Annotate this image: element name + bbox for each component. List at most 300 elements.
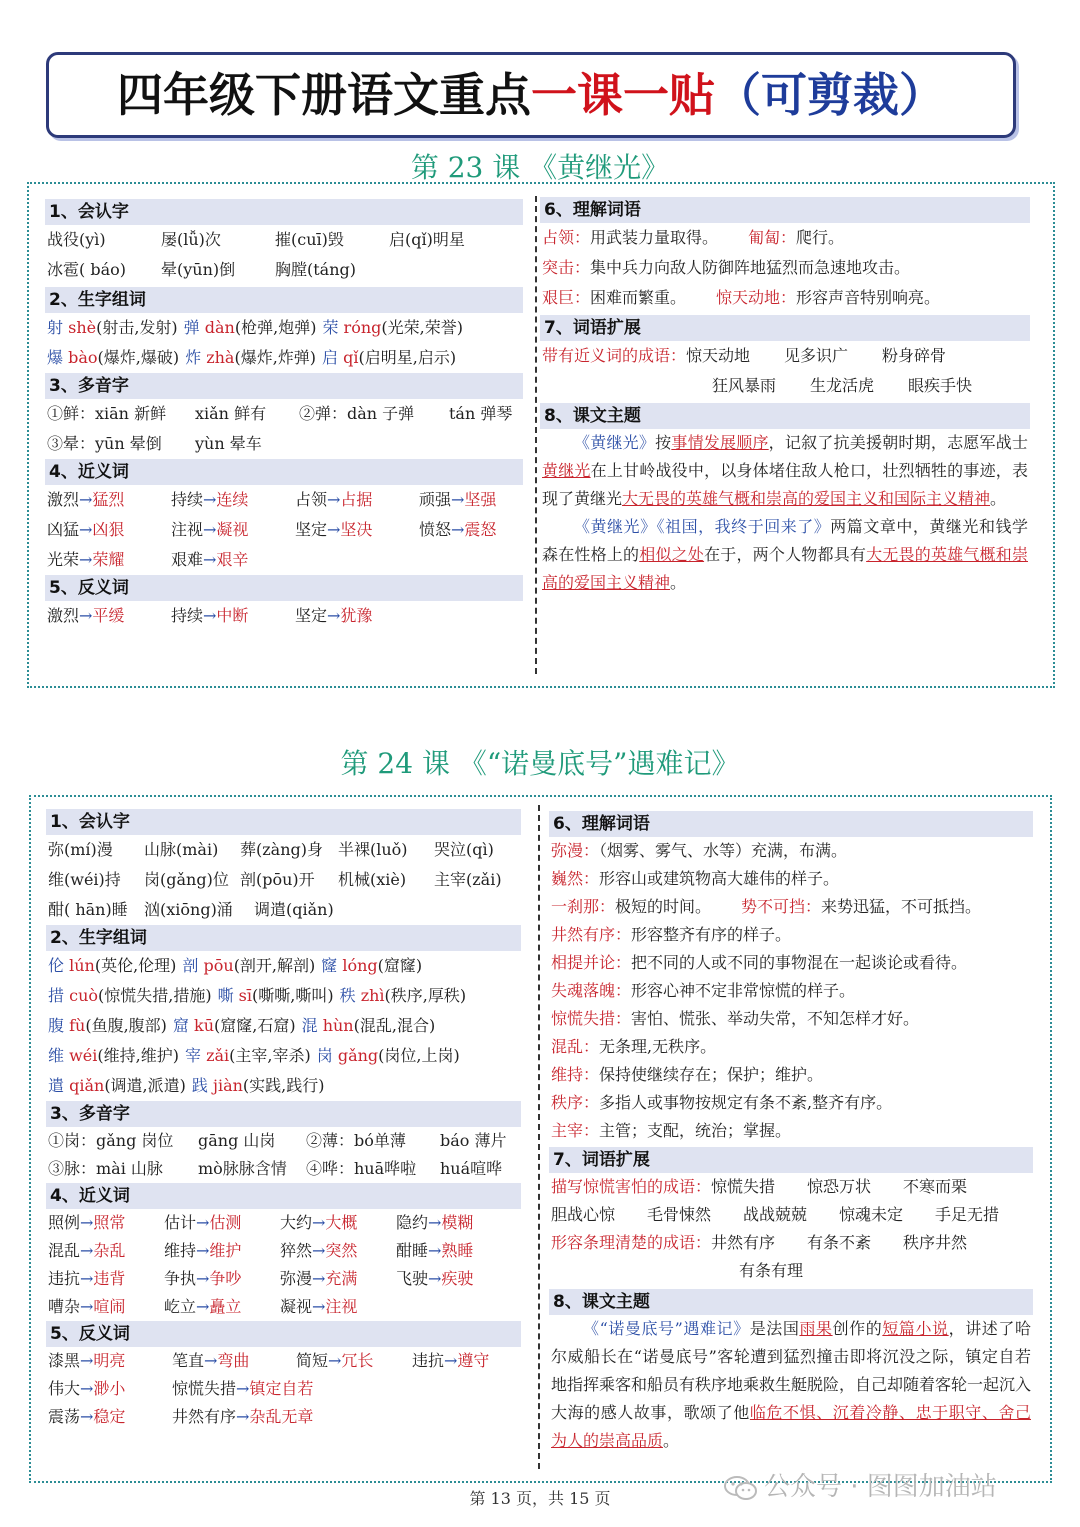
word-pair bbox=[396, 1237, 512, 1265]
definition-row bbox=[549, 1089, 1033, 1117]
pinyin: lóng bbox=[337, 956, 378, 975]
word-pair bbox=[280, 1265, 396, 1293]
text-cell: 汹(xiōng)涌 bbox=[144, 900, 233, 919]
idiom-row bbox=[540, 341, 1030, 371]
definition bbox=[542, 228, 718, 247]
pinyin: dàn bbox=[199, 318, 235, 337]
word-pair-row bbox=[46, 1293, 521, 1321]
words: (混乱,混合) bbox=[353, 1016, 436, 1035]
word-left: 猝然 bbox=[280, 1241, 313, 1260]
definition bbox=[542, 258, 910, 277]
idiom-row bbox=[549, 1201, 1033, 1229]
idiom: 生龙活虎 bbox=[810, 376, 875, 395]
word-left: 凝视 bbox=[280, 1297, 313, 1316]
page-number: 第 13 页，共 15 页 bbox=[469, 1489, 611, 1508]
words: (英伦,伦理) bbox=[94, 956, 177, 975]
idiom: 秩序井然 bbox=[903, 1233, 968, 1252]
char: 窿 bbox=[321, 956, 338, 975]
word-left: 持续 bbox=[171, 606, 204, 625]
meaning: 保持使继续存在；保护；维护。 bbox=[599, 1065, 824, 1084]
lesson-23-left-column bbox=[45, 199, 523, 631]
word-pair bbox=[48, 1265, 164, 1293]
text-row bbox=[45, 225, 523, 255]
word-right: 违背 bbox=[93, 1269, 126, 1288]
word-right: 镇定自若 bbox=[249, 1379, 314, 1398]
char-group bbox=[185, 1046, 311, 1065]
arrow-icon: → bbox=[236, 1407, 250, 1426]
word-left: 简短 bbox=[296, 1351, 329, 1370]
idiom: 手足无措 bbox=[935, 1205, 1000, 1224]
word-right: 突然 bbox=[325, 1241, 358, 1260]
title-main: 四年级下册语文重点 bbox=[117, 68, 531, 122]
definition bbox=[551, 1093, 892, 1112]
text-cell: ①岗：gǎng 岗位 bbox=[48, 1131, 174, 1150]
text-cell: 冰雹( báo) bbox=[47, 260, 126, 279]
theme-text: 大无畏的英雄气概和崇高的爱国主义精神 bbox=[542, 545, 1028, 592]
arrow-icon: → bbox=[80, 1213, 94, 1232]
page-title bbox=[46, 52, 1016, 138]
word-right: 凶狠 bbox=[92, 520, 125, 539]
word-pair bbox=[396, 1209, 512, 1237]
definition-row bbox=[549, 1061, 1033, 1089]
arrow-icon: → bbox=[80, 1379, 94, 1398]
word-pair bbox=[48, 1375, 172, 1403]
theme-text: 两篇文章中，黄继光和钱学森在性格上的 bbox=[542, 517, 1028, 564]
word-left: 隐约 bbox=[396, 1213, 429, 1232]
idiom: 惊恐万状 bbox=[807, 1177, 872, 1196]
word-left: 光荣 bbox=[47, 550, 80, 569]
text-cell: 启(qǐ)明星 bbox=[389, 230, 465, 249]
arrow-icon: → bbox=[451, 490, 465, 509]
word-right: 模糊 bbox=[441, 1213, 474, 1232]
text-row bbox=[45, 255, 523, 285]
watermark-text: 公众号 · 图图加油站 bbox=[764, 1472, 997, 1502]
section-heading: 8、课文主题 bbox=[549, 1289, 1033, 1315]
word-pair-row bbox=[46, 1375, 521, 1403]
word-right: 坚决 bbox=[340, 520, 373, 539]
char: 弹 bbox=[183, 318, 200, 337]
lesson-24-left-column bbox=[46, 809, 521, 1431]
lesson-23-right-column bbox=[540, 197, 1030, 597]
text-cell: 屡(lǚ)次 bbox=[161, 230, 221, 249]
theme-paragraph bbox=[549, 1315, 1033, 1455]
word-pair bbox=[296, 1347, 412, 1375]
text-cell: ④哗：huā哗啦 bbox=[306, 1159, 417, 1178]
text-cell: 调遣(qiǎn) bbox=[254, 900, 334, 919]
section-heading: 1、会认字 bbox=[46, 809, 521, 835]
word-right: 熟睡 bbox=[441, 1241, 474, 1260]
word-right: 注视 bbox=[325, 1297, 358, 1316]
lesson-24-title: 第 24 课 《“诺曼底号”遇难记》 bbox=[340, 747, 740, 780]
arrow-icon: → bbox=[196, 1241, 210, 1260]
word-left: 伟大 bbox=[48, 1379, 81, 1398]
word-pair-row bbox=[46, 1403, 521, 1431]
text-cell: yùn 晕车 bbox=[195, 434, 262, 453]
word-right: 维护 bbox=[209, 1241, 242, 1260]
char-group bbox=[48, 956, 176, 975]
word-pair bbox=[419, 515, 529, 545]
section-heading: 7、词语扩展 bbox=[540, 315, 1030, 341]
text-row bbox=[46, 1155, 521, 1183]
pinyin: qǐ bbox=[338, 348, 359, 367]
word-left: 愤怒 bbox=[419, 520, 452, 539]
words: (维持,维护) bbox=[97, 1046, 179, 1065]
word-left: 混乱 bbox=[48, 1241, 81, 1260]
arrow-icon: → bbox=[80, 1407, 94, 1426]
section-heading: 6、理解词语 bbox=[540, 197, 1030, 223]
char-group bbox=[192, 1076, 325, 1095]
words: (剖开,解剖) bbox=[233, 956, 316, 975]
lesson-24-divider bbox=[538, 805, 540, 1469]
pinyin: jiàn bbox=[207, 1076, 243, 1095]
term: 一刹那： bbox=[551, 897, 616, 916]
words: (窟窿) bbox=[377, 956, 423, 975]
section-heading: 6、理解词语 bbox=[549, 811, 1033, 837]
section-heading: 2、生字组词 bbox=[45, 287, 523, 313]
definition bbox=[551, 1121, 791, 1140]
arrow-icon: → bbox=[312, 1241, 326, 1260]
pinyin: lún bbox=[64, 956, 95, 975]
idiom: 不寒而栗 bbox=[903, 1177, 968, 1196]
word-pair bbox=[48, 1347, 172, 1375]
word-right: 明亮 bbox=[93, 1351, 126, 1370]
word-left: 凶猛 bbox=[47, 520, 80, 539]
word-pair-row bbox=[46, 1209, 521, 1237]
title-note: （可剪裁） bbox=[715, 68, 945, 122]
text-cell: huá喧哗 bbox=[440, 1159, 503, 1178]
arrow-icon: → bbox=[451, 520, 465, 539]
term: 维持： bbox=[551, 1065, 600, 1084]
theme-text: 。 bbox=[670, 573, 687, 592]
theme-text: 。 bbox=[990, 489, 1007, 508]
char-group bbox=[48, 1076, 186, 1095]
word-left: 激烈 bbox=[47, 606, 80, 625]
word-right: 艰辛 bbox=[216, 550, 249, 569]
arrow-icon: → bbox=[79, 550, 93, 569]
wechat-icon bbox=[724, 1475, 758, 1501]
char: 嘶 bbox=[217, 986, 234, 1005]
idiom-row bbox=[540, 371, 1030, 401]
definition-row bbox=[540, 253, 1030, 283]
definition bbox=[741, 897, 981, 916]
word-right: 充满 bbox=[325, 1269, 358, 1288]
pinyin: qiǎn bbox=[64, 1076, 105, 1095]
definition bbox=[551, 1037, 716, 1056]
section-heading: 3、多音字 bbox=[45, 373, 523, 399]
definition-row bbox=[549, 893, 1033, 921]
definition-row bbox=[549, 837, 1033, 865]
text-cell: 葬(zàng)身 bbox=[240, 840, 324, 859]
word-right: 疾驶 bbox=[441, 1269, 474, 1288]
word-left: 照例 bbox=[48, 1213, 81, 1232]
word-left: 注视 bbox=[171, 520, 204, 539]
pinyin: cuò bbox=[64, 986, 98, 1005]
word-pair bbox=[295, 515, 419, 545]
char-group-row bbox=[46, 1071, 521, 1101]
meaning: 多指人或事物按规定有条不紊,整齐有序。 bbox=[599, 1093, 893, 1112]
word-pair-row bbox=[45, 545, 523, 575]
idiom: 惊魂未定 bbox=[839, 1205, 904, 1224]
pinyin: hùn bbox=[317, 1016, 354, 1035]
word-left: 飞驶 bbox=[396, 1269, 429, 1288]
meaning: 害怕、慌张、举动失常，不知怎样才好。 bbox=[631, 1009, 920, 1028]
char-group-row bbox=[45, 313, 523, 343]
word-right: 冗长 bbox=[341, 1351, 374, 1370]
definition-row bbox=[549, 1033, 1033, 1061]
pinyin: bào bbox=[63, 348, 98, 367]
word-pair bbox=[164, 1265, 280, 1293]
word-right: 喧闹 bbox=[93, 1297, 126, 1316]
term: 占领： bbox=[542, 228, 591, 247]
theme-text: 临危不惧、沉着冷静、忠于职守、舍己为人的崇高品质 bbox=[551, 1403, 1031, 1450]
word-right: 中断 bbox=[216, 606, 249, 625]
char: 启 bbox=[322, 348, 339, 367]
word-right: 照常 bbox=[93, 1213, 126, 1232]
word-left: 坚定 bbox=[295, 520, 328, 539]
word-left: 激烈 bbox=[47, 490, 80, 509]
arrow-icon: → bbox=[312, 1269, 326, 1288]
word-right: 渺小 bbox=[93, 1379, 126, 1398]
term: 巍然： bbox=[551, 869, 600, 888]
theme-text: ，讲述了哈尔威船长在“诺曼底号”客轮遭到猛烈撞击即将沉没之际，镇定自若地指挥乘客和船员有秩序地乘救生艇脱险，自己却随着客轮一起沉入大海的感人故事，歌颂了他 bbox=[551, 1319, 1032, 1422]
word-left: 坚定 bbox=[295, 606, 328, 625]
char: 窟 bbox=[172, 1016, 189, 1035]
pinyin: pōu bbox=[198, 956, 234, 975]
definition bbox=[551, 1065, 823, 1084]
text-cell: gāng 山岗 bbox=[198, 1131, 276, 1150]
text-cell: xiǎn 鲜有 bbox=[195, 404, 267, 423]
word-left: 违抗 bbox=[48, 1269, 81, 1288]
word-pair bbox=[164, 1237, 280, 1265]
char-group bbox=[218, 986, 334, 1005]
text-cell: ③脉：mài 山脉 bbox=[48, 1159, 163, 1178]
word-pair bbox=[171, 545, 295, 575]
pinyin: zǎi bbox=[200, 1046, 230, 1065]
theme-text: ，记叙了抗美援朝时期，志愿军战士 bbox=[768, 433, 1028, 452]
word-left: 艰难 bbox=[171, 550, 204, 569]
word-right: 争吵 bbox=[209, 1269, 242, 1288]
lesson-23-title: 第 23 课 《黄继光》 bbox=[410, 151, 670, 184]
word-left: 持续 bbox=[171, 490, 204, 509]
word-pair bbox=[280, 1209, 396, 1237]
char: 爆 bbox=[47, 348, 64, 367]
idiom: 惊天动地 bbox=[686, 346, 751, 365]
char: 腹 bbox=[48, 1016, 65, 1035]
theme-text: 事情发展顺序 bbox=[671, 433, 769, 452]
char-group bbox=[302, 1016, 436, 1035]
word-right: 占据 bbox=[340, 490, 373, 509]
text-cell: mò脉脉含情 bbox=[198, 1159, 287, 1178]
text-cell: 晕(yūn)倒 bbox=[161, 260, 236, 279]
word-pair-row bbox=[45, 485, 523, 515]
char: 伦 bbox=[48, 956, 65, 975]
text-row bbox=[46, 895, 521, 925]
char-group-row bbox=[46, 951, 521, 981]
arrow-icon: → bbox=[428, 1269, 442, 1288]
idiom: 有条有理 bbox=[739, 1261, 804, 1280]
char-group bbox=[47, 318, 178, 337]
word-pair bbox=[295, 485, 419, 515]
arrow-icon: → bbox=[79, 490, 93, 509]
text-cell: 维(wéi)持 bbox=[48, 870, 121, 889]
text-cell: 胸膛(táng) bbox=[275, 260, 357, 279]
definition bbox=[551, 1009, 919, 1028]
theme-paragraph bbox=[540, 429, 1030, 513]
text-row bbox=[45, 429, 523, 459]
word-pair bbox=[171, 601, 295, 631]
char: 宰 bbox=[184, 1046, 201, 1065]
idiom: 战战兢兢 bbox=[743, 1205, 808, 1224]
lesson-24-right-column bbox=[549, 811, 1033, 1455]
arrow-icon: → bbox=[444, 1351, 458, 1370]
meaning: 极短的时间。 bbox=[615, 897, 712, 916]
text-cell: tán 弹琴 bbox=[449, 404, 513, 423]
term: 匍匐： bbox=[748, 228, 797, 247]
idiom-row bbox=[549, 1257, 1033, 1285]
idiom: 眼疾手快 bbox=[908, 376, 973, 395]
char-group-row bbox=[46, 1011, 521, 1041]
text-cell: 战役(yì) bbox=[47, 230, 106, 249]
idiom-row bbox=[549, 1229, 1033, 1257]
idiom-label: 描写惊慌害怕的成语： bbox=[551, 1177, 712, 1196]
word-pair bbox=[172, 1375, 314, 1403]
pinyin: sī bbox=[233, 986, 253, 1005]
text-cell: 酣( hān)睡 bbox=[48, 900, 128, 919]
word-pair bbox=[171, 485, 295, 515]
definition-row bbox=[549, 1117, 1033, 1145]
definition bbox=[716, 288, 940, 307]
word-pair-row bbox=[46, 1265, 521, 1293]
char-group bbox=[184, 318, 317, 337]
pinyin: kū bbox=[188, 1016, 215, 1035]
arrow-icon: → bbox=[327, 520, 341, 539]
char-group bbox=[322, 348, 456, 367]
word-pair-row bbox=[45, 515, 523, 545]
theme-text: 在于，两个人物都具有 bbox=[704, 545, 867, 564]
char-group-row bbox=[46, 1041, 521, 1071]
words: (鱼腹,腹部) bbox=[85, 1016, 167, 1035]
words: (启明星,启示) bbox=[358, 348, 457, 367]
word-right: 犹豫 bbox=[340, 606, 373, 625]
text-cell: ③晕：yūn 晕倒 bbox=[47, 434, 162, 453]
char: 遣 bbox=[48, 1076, 65, 1095]
idiom: 惊慌失措 bbox=[711, 1177, 776, 1196]
idiom: 毛骨悚然 bbox=[647, 1205, 712, 1224]
section-heading: 1、会认字 bbox=[45, 199, 523, 225]
meaning: 困难而繁重。 bbox=[590, 288, 687, 307]
char-group bbox=[48, 1046, 179, 1065]
char-group bbox=[321, 956, 422, 975]
word-right: 坚强 bbox=[464, 490, 497, 509]
meaning: 把不同的人或不同的事物混在一起谈论或看待。 bbox=[631, 953, 968, 972]
term: 突击： bbox=[542, 258, 591, 277]
term: 势不可挡： bbox=[741, 897, 822, 916]
pinyin: fù bbox=[64, 1016, 86, 1035]
theme-text: 黄继光 bbox=[542, 461, 591, 480]
theme-text: 相似之处 bbox=[639, 545, 705, 564]
term: 惊天动地： bbox=[716, 288, 797, 307]
word-left: 笔直 bbox=[172, 1351, 205, 1370]
word-pair bbox=[47, 485, 171, 515]
word-pair bbox=[164, 1209, 280, 1237]
meaning: 无条理,无秩序。 bbox=[599, 1037, 717, 1056]
char-group-row bbox=[45, 343, 523, 373]
term: 主宰： bbox=[551, 1121, 600, 1140]
text-cell: 半裸(luǒ) bbox=[338, 840, 408, 859]
arrow-icon: → bbox=[328, 1351, 342, 1370]
word-right: 凝视 bbox=[216, 520, 249, 539]
arrow-icon: → bbox=[203, 550, 217, 569]
word-pair bbox=[396, 1265, 512, 1293]
words: (窟窿,石窟) bbox=[214, 1016, 296, 1035]
meaning: 形容声音特别响亮。 bbox=[796, 288, 941, 307]
word-right: 平缓 bbox=[92, 606, 125, 625]
char: 炸 bbox=[185, 348, 202, 367]
words: (调遣,派遣) bbox=[104, 1076, 186, 1095]
word-left: 酣睡 bbox=[396, 1241, 429, 1260]
idiom-row bbox=[549, 1173, 1033, 1201]
word-pair bbox=[280, 1237, 396, 1265]
word-right: 震怒 bbox=[464, 520, 497, 539]
word-right: 杂乱无章 bbox=[249, 1407, 314, 1426]
words: (枪弹,炮弹) bbox=[234, 318, 317, 337]
definition-row bbox=[549, 1005, 1033, 1033]
text-cell: báo 薄片 bbox=[440, 1131, 507, 1150]
theme-paragraph bbox=[540, 513, 1030, 597]
words: (光荣,荣誉) bbox=[381, 318, 463, 337]
arrow-icon: → bbox=[428, 1213, 442, 1232]
text-row bbox=[46, 865, 521, 895]
word-pair bbox=[48, 1403, 172, 1431]
char: 射 bbox=[47, 318, 64, 337]
word-right: 杂乱 bbox=[93, 1241, 126, 1260]
term: 惊慌失措： bbox=[551, 1009, 632, 1028]
text-row bbox=[45, 399, 523, 429]
char-group-row bbox=[46, 981, 521, 1011]
arrow-icon: → bbox=[79, 606, 93, 625]
idiom-label: 带有近义词的成语： bbox=[542, 346, 687, 365]
definition-row bbox=[549, 977, 1033, 1005]
word-pair-row bbox=[46, 1237, 521, 1265]
words: (岗位,上岗) bbox=[378, 1046, 460, 1065]
term: 混乱： bbox=[551, 1037, 600, 1056]
word-left: 大约 bbox=[280, 1213, 313, 1232]
pinyin: wéi bbox=[64, 1046, 98, 1065]
word-pair bbox=[47, 515, 171, 545]
arrow-icon: → bbox=[327, 606, 341, 625]
arrow-icon: → bbox=[204, 1351, 218, 1370]
definition bbox=[551, 925, 791, 944]
arrow-icon: → bbox=[203, 606, 217, 625]
pinyin: gǎng bbox=[332, 1046, 379, 1065]
pinyin: róng bbox=[338, 318, 382, 337]
definition bbox=[551, 869, 839, 888]
word-pair bbox=[48, 1209, 164, 1237]
text-cell: ①鲜：xiān 新鲜 bbox=[47, 404, 167, 423]
definition-row bbox=[549, 949, 1033, 977]
word-pair bbox=[419, 485, 529, 515]
char-group bbox=[173, 1016, 296, 1035]
theme-text: 雨果 bbox=[799, 1319, 833, 1338]
meaning: 形容山或建筑物高大雄伟的样子。 bbox=[599, 869, 840, 888]
arrow-icon: → bbox=[203, 520, 217, 539]
idiom: 胆战心惊 bbox=[551, 1205, 616, 1224]
meaning: 集中兵力向敌人防御阵地猛烈而急速地攻击。 bbox=[590, 258, 911, 277]
word-right: 遵守 bbox=[457, 1351, 490, 1370]
word-pair-row bbox=[45, 601, 523, 631]
words: (爆炸,炸弹) bbox=[234, 348, 317, 367]
definition-row bbox=[549, 921, 1033, 949]
